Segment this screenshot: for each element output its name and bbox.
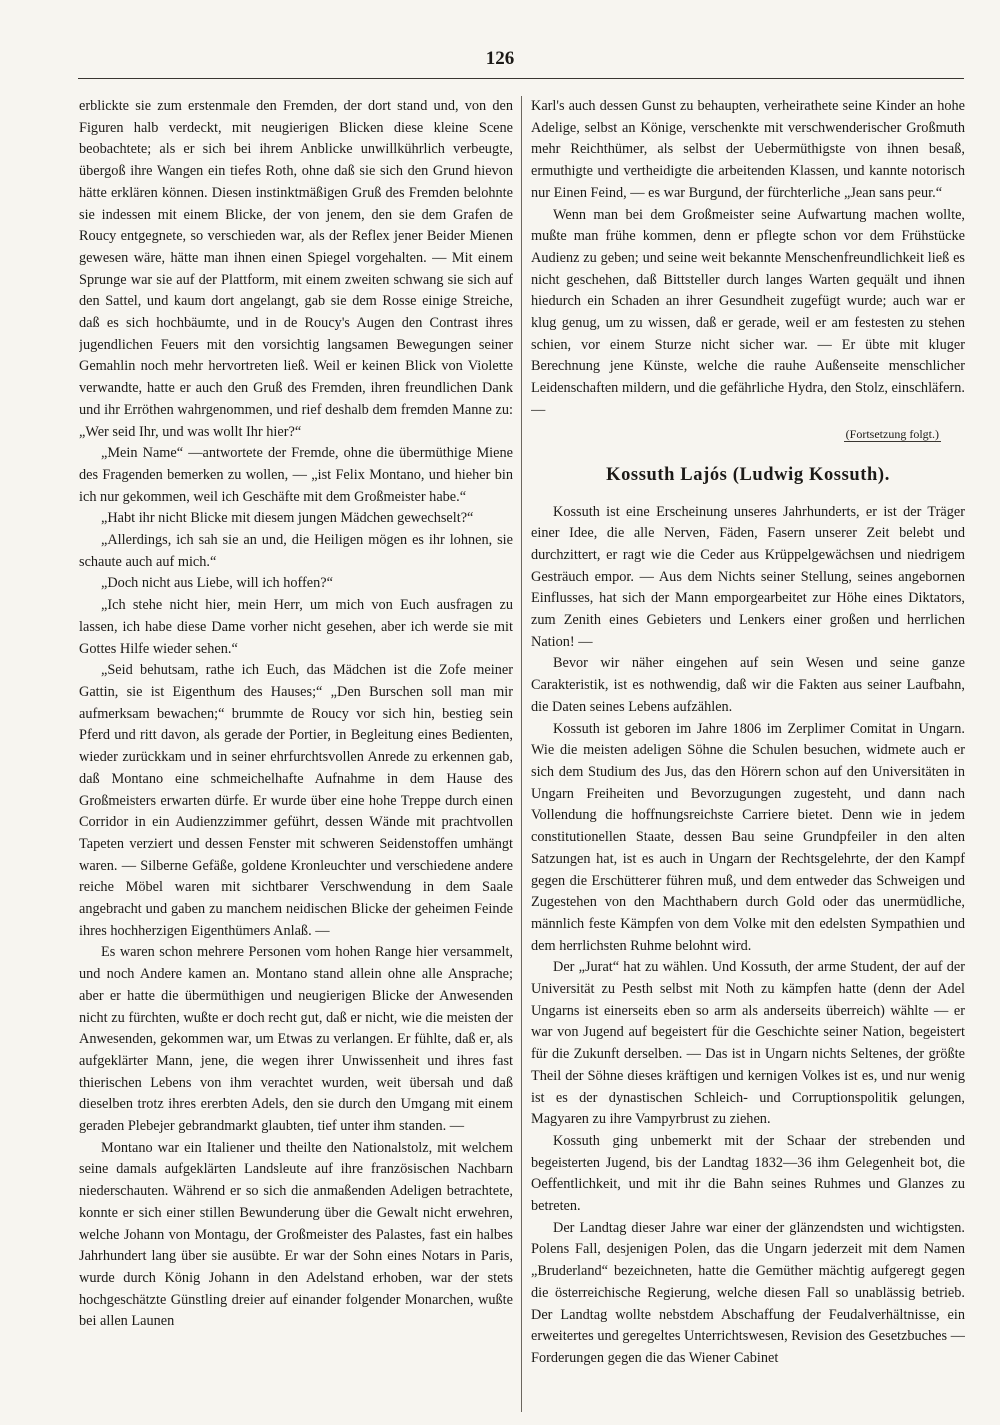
header-rule xyxy=(78,78,964,79)
left-column xyxy=(79,96,513,1416)
left-paragraph-7: „Seid behutsam, rathe ich Euch, das Mädchen ist die Zofe meiner Gattin, sie ist Eigenthum des Hauses;“ „Den Burschen soll man mir aufmerksam bewachen;“ brummte de Roucy vor sich hin, bestieg sein Pferd und ritt davon, als gerade der Portier, in Begleitung eines Bedienten, wieder zurückkam und in seiner ehrfurchtsvollen Anrede zu erkennen gab, daß Montano eine schmeichelhafte Aufnahme in dem Hause des Großmeisters erwarten dürfe. Er wurde über eine hohe Treppe durch einen Corridor in ein Audienzzimmer geführt, dessen Wände mit prachtvollen Tapeten verziert und dessen Fenster mit schweren Seidenstoffen umhängt waren. — Silberne Gefäße, goldene Kronleuchter und verschiedene andere reiche Möbel waren mit sichtbarer Verschwendung in dem Saale angebracht und gaben zu manchem neidischen Blicke der geheimen Feinde ihres hochherzigen Eigenthümers Anlaß. — xyxy=(79,662,513,939)
right-column xyxy=(531,96,965,1416)
left-paragraph-5: „Doch nicht aus Liebe, will ich hoffen?“ xyxy=(101,575,333,592)
right-paragraph-7: Kossuth ging unbemerkt mit der Schaar der strebenden und begeisterten Jugend, bis der Landtag 1832—36 ihm Gelegenheit bot, die Oeffentlichkeit, und mit ihr die Bahn seines Ruhmes und Glanzes zu betreten. xyxy=(531,1132,965,1215)
left-paragraph-8: Es waren schon mehrere Personen vom hohen Range hier versammelt, und noch Andere kamen an. Montano stand allein ohne alle Ansprache; aber er hatte die übermüthigen und neugierigen Blicke der Anwesenden nicht zu fürchten, wußte er doch recht gut, daß er nicht, wie die meisten der Anwesenden, gekommen war, um Etwas zu verlangen. Er fühlte, daß er, als aufgeklärter Mann, jene, die wegen ihrer Unwissenheit und ihres fast thierischen Lebens von ihm verachtet wurden, weit übersah und daß dieselben trotz ihres ererbten Adels, den sie durch den Umgang mit einem geraden Plebejer gebrandmarkt glaubten, tief unter ihm standen. — xyxy=(79,944,513,1135)
continuation-note xyxy=(531,423,941,445)
continuation-note-text: (Fortsetzung folgt.) xyxy=(845,426,939,441)
left-paragraph-6: „Ich stehe nicht hier, mein Herr, um mich von Euch ausfragen zu lassen, ich habe diese Dame vorher nicht gesehen, aber ich werde sie mit Gottes Hilfe wieder sehen.“ xyxy=(79,597,513,657)
right-paragraph-8: Der Landtag dieser Jahre war einer der glänzendsten und wichtigsten. Polens Fall, desjenigen Polen, das die Ungarn jederzeit mit dem Namen „Bruderland“ bezeichneten, hatte die Gemüther mächtig aufgeregt gegen die österreichische Regierung, welche diesen Fall so unablässig betrieb. Der Landtag wollte nebstdem Abschaffung der Feudalverhältnisse, ein erweitertes und geregeltes Unterrichtswesen, Revision des Gesetzbuches — Forderungen gegen die das Wiener Cabinet xyxy=(531,1219,965,1366)
left-paragraph-3: „Habt ihr nicht Blicke mit diesem jungen Mädchen gewechselt?“ xyxy=(101,510,474,527)
left-paragraph-1: erblickte sie zum erstenmale den Fremden, der dort stand und, von den Figuren halb verdeckt, mit neugierigen Blicken diese kleine Scene beobachtete; als er sich bei ihrem Anblicke unwillkührlich verbeugte, übergoß ihre Wangen ein tiefes Roth, ohne daß sie sich den Grund hievon hätte erklären können. Diesen instinktmäßigen Gruß des Fremden belohnte sie indessen mit einem Blicke, der von jenem, den sie dem Grafen de Roucy entgegnete, so verschieden war, als der Reflex jener Beider Mienen gewesen wäre, hätte man ihnen einen Spiegel vorgehalten. — Mit einem Sprunge war sie auf der Plattform, mit einem zweiten schwang sie sich auf den Sattel, und kaum dort angelangt, gab sie dem Rosse einige Streiche, daß es sich hochbäumte, und in de Roucy's Augen den Contrast ihres jugendlichen Feuers mit den vorsichtig langsamen Bewegungen seiner Gemahlin noch mehr hervortreten ließ. Weil er keinen Blick von Violette verwandte, hatte er auch den Gruß des Fremden, ihren freundlichen Dank und ihr Erröthen wahrgenommen, und rief deshalb dem fremden Manne zu: „Wer seid Ihr, und was wollt Ihr hier?“ xyxy=(79,98,513,440)
column-divider xyxy=(521,96,522,1412)
right-paragraph-3: Kossuth ist eine Erscheinung unseres Jahrhunderts, er ist der Träger einer Idee, die alle Nerven, Fäden, Fasern unserer Zeit belebt und durchzittert, er ragt wie die Ceder aus Krüppelgewächsen und niedrigem Gesträuch empor. — Aus dem Nichts seiner Stellung, seines angebornen Einflusses, hat sich der Mann emporgearbeitet zur Höhe eines Diktators, zum Zenith eines Gebieters und Lenkers einer großen und herrlichen Nation! — xyxy=(531,503,965,650)
page-number: 126 xyxy=(485,48,515,69)
left-paragraph-9: Montano war ein Italiener und theilte den Nationalstolz, mit welchem seine damals aufgeklärten Landsleute auf ihre französischen Nachbarn niederschauten. Während er so sich die anmaßenden Adeligen betrachtete, konnte er sich einer stillen Bewunderung über die Gewalt nicht erwehren, welche Johann von Montagu, der Großmeister des Palastes, fast ein halbes Jahrhundert lang über sie ausübte. Er war der Sohn eines Notars in Paris, wurde durch König Johann in den Adelstand erhoben, war der stets hochgeschätzte Günstling dreier auf einander folgender Monarchen, wußte bei allen Launen xyxy=(79,1139,513,1330)
right-paragraph-6: Der „Jurat“ hat zu wählen. Und Kossuth, der arme Student, der auf der Universität zu Pesth selbst mit Noth zu kämpfen hatte (denn der Adel Ungarns ist einerseits eben so arm als anderseits überreich) wählte — er war von Jugend auf begeistert für die Geschichte seiner Nation, begeistert für die Zukunft derselben. — Das ist in Ungarn nichts Seltenes, der größte Theil der Söhne dieses kräftigen und kernigen Volkes ist es, und nur wenig ist es der dynastischen Schleich- und Corruptionspolitik gelungen, Magyaren zu ihre Vampyrbrust zu ziehen. xyxy=(531,959,965,1128)
left-paragraph-4: „Allerdings, ich sah sie an und, die Heiligen mögen es ihr lohnen, sie schaute auch auf mich.“ xyxy=(79,532,513,570)
right-paragraph-5: Kossuth ist geboren im Jahre 1806 im Zerplimer Comitat in Ungarn. Wie die meisten adeligen Söhne die Schulen besuchen, widmete auch er sich dem Studium des Jus, das den Hörern schon auf den Universitäten in Ungarn Freiheiten und Bevorzugungen zugesteht, und dann nach Vollendung die hoffnungsreichste Carriere bietet. Denn wie in jedem constitutionellen Staate, dessen Bau seine Grundpfeiler in den alten Satzungen hat, ist es auch in Ungarn der Rechtsgelehrte, der den Kampf gegen die Erschütterer führen muß, und dem entweder das Schweigen und Zugestehen von den Machthabern durch Gold oder das unermüdliche, männlich feste Kämpfen von dem Volke mit den edelsten Sympathien und dem herrlichsten Ruhme belohnt wird. xyxy=(531,720,965,954)
right-paragraph-1: Karl's auch dessen Gunst zu behaupten, verheirathete seine Kinder an hohe Adelige, selbst an Könige, verschenkte mit verschwenderischer Großmuth mehr Reichthümer, als selbst der Uebermüthigste von ihnen besaß, ermuthigte und vertheidigte die arbeitenden Klassen, und kannte notorisch nur Einen Feind, — es war Burgund, der fürchterliche „Jean sans peur.“ xyxy=(531,98,965,201)
article-title: Kossuth Lajós (Ludwig Kossuth). xyxy=(606,464,890,485)
left-paragraph-2: „Mein Name“ —antwortete der Fremde, ohne die übermüthige Miene des Fragenden bemerken zu wollen, — „ist Felix Montano, und hieher bin ich nur gekommen, weil ich Geschäfte mit dem Großmeister habe.“ xyxy=(79,445,513,505)
right-paragraph-4: Bevor wir näher eingehen auf sein Wesen und seine ganze Carakteristik, ist es nothwendig, daß wir die Fakten aus seiner Laufbahn, die Daten seines Lebens aufzählen. xyxy=(531,655,965,715)
right-paragraph-2: Wenn man bei dem Großmeister seine Aufwartung machen wollte, mußte man frühe kommen, denn er pflegte schon vor dem Frühstücke Audienz zu geben; und seine weit bekannte Menschenfreundlichkeit ließ es nicht geschehen, daß Bittsteller durch langes Warten gequält und ihnen hiedurch ein Schaden an ihrer Gesundheit zugefügt wurde; auch war er klug genug, um zu wissen, daß er gerade, weil er am festesten zu stehen schien, vor einem Sturze nicht sicher war. — Er übte mit kluger Berechnung jene Künste, welche die rauhe Außenseite menschlicher Leidenschaften mildern, und die gefährliche Hydra, den Stolz, einschläfern. — xyxy=(531,206,965,418)
